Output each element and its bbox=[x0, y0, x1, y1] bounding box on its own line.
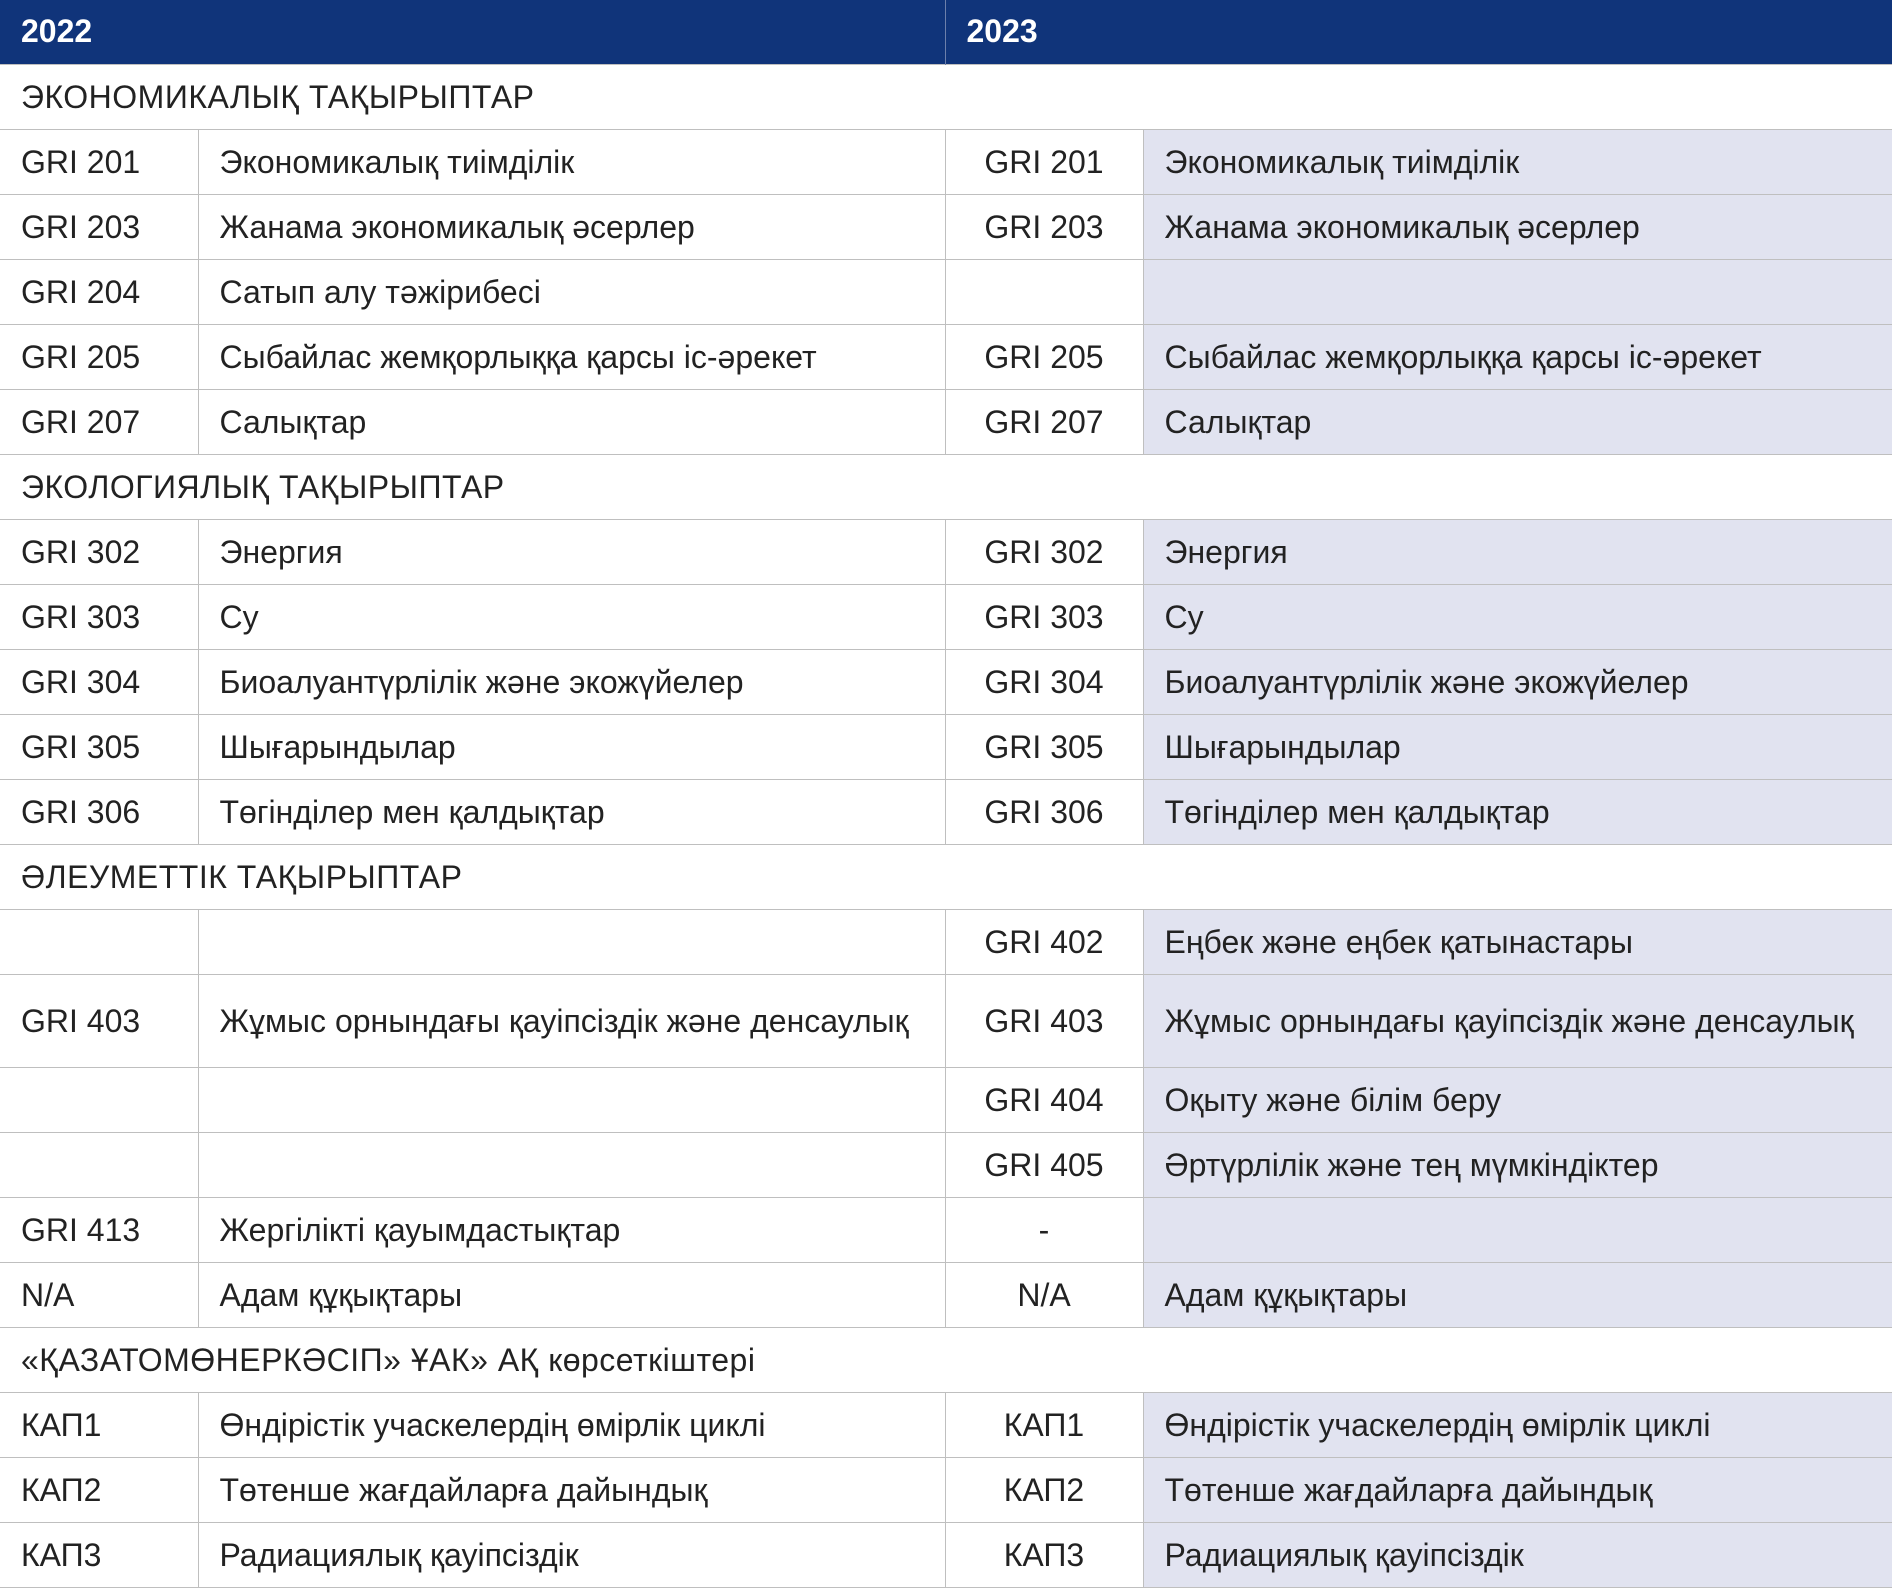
code-2022-cell: GRI 305 bbox=[0, 714, 198, 779]
code-2022-cell bbox=[0, 1132, 198, 1197]
code-2023-cell: GRI 203 bbox=[945, 194, 1143, 259]
topic-2022-cell: Су bbox=[198, 584, 945, 649]
topic-2022-cell: Салықтар bbox=[198, 389, 945, 454]
section-heading: ЭКОЛОГИЯЛЫҚ ТАҚЫРЫПТАР bbox=[0, 454, 1892, 519]
table-row bbox=[0, 1197, 1892, 1262]
table-row bbox=[0, 779, 1892, 844]
table-row bbox=[0, 129, 1892, 194]
topic-2023-cell: Жұмыс орнындағы қауіпсіздік және денсаулық bbox=[1143, 974, 1892, 1067]
topic-2023-cell: Оқыту және білім беру bbox=[1143, 1067, 1892, 1132]
code-2022-cell: N/A bbox=[0, 1262, 198, 1327]
table-row bbox=[0, 584, 1892, 649]
section-row bbox=[0, 844, 1892, 909]
code-2022-cell: КАП1 bbox=[0, 1392, 198, 1457]
topic-2022-cell: Адам құқықтары bbox=[198, 1262, 945, 1327]
code-2023-cell: КАП3 bbox=[945, 1522, 1143, 1587]
table-row bbox=[0, 714, 1892, 779]
header-2023: 2023 bbox=[945, 0, 1892, 64]
topic-2023-cell: Төтенше жағдайларға дайындық bbox=[1143, 1457, 1892, 1522]
topic-2022-cell bbox=[198, 1132, 945, 1197]
topic-2023-cell: Адам құқықтары bbox=[1143, 1262, 1892, 1327]
table-row bbox=[0, 1262, 1892, 1327]
topic-2023-cell: Жанама экономикалық әсерлер bbox=[1143, 194, 1892, 259]
section-heading: ЭКОНОМИКАЛЫҚ ТАҚЫРЫПТАР bbox=[0, 64, 1892, 129]
topic-2023-cell: Экономикалық тиімділік bbox=[1143, 129, 1892, 194]
code-2023-cell: GRI 306 bbox=[945, 779, 1143, 844]
topic-2023-cell: Еңбек және еңбек қатынастары bbox=[1143, 909, 1892, 974]
topic-2022-cell: Биоалуантүрлілік және экожүйелер bbox=[198, 649, 945, 714]
topic-2023-cell bbox=[1143, 259, 1892, 324]
code-2023-cell: GRI 303 bbox=[945, 584, 1143, 649]
code-2023-cell: N/A bbox=[945, 1262, 1143, 1327]
table-row bbox=[0, 649, 1892, 714]
topic-2022-cell bbox=[198, 1067, 945, 1132]
code-2022-cell: GRI 204 bbox=[0, 259, 198, 324]
table-row bbox=[0, 974, 1892, 1067]
table-row bbox=[0, 519, 1892, 584]
section-heading: «ҚАЗАТОМӨНЕРКӘСІП» ҰАК» АҚ көрсеткіштері bbox=[0, 1327, 1892, 1392]
topic-2022-cell bbox=[198, 909, 945, 974]
code-2023-cell: GRI 205 bbox=[945, 324, 1143, 389]
code-2023-cell: - bbox=[945, 1197, 1143, 1262]
topic-2023-cell: Су bbox=[1143, 584, 1892, 649]
topic-2023-cell: Биоалуантүрлілік және экожүйелер bbox=[1143, 649, 1892, 714]
code-2023-cell: КАП1 bbox=[945, 1392, 1143, 1457]
table-row bbox=[0, 1392, 1892, 1457]
topic-2022-cell: Өндірістік учаскелердің өмірлік циклі bbox=[198, 1392, 945, 1457]
code-2022-cell: GRI 304 bbox=[0, 649, 198, 714]
code-2023-cell: GRI 402 bbox=[945, 909, 1143, 974]
topic-2023-cell: Сыбайлас жемқорлыққа қарсы іс-әрекет bbox=[1143, 324, 1892, 389]
topic-2022-cell: Жанама экономикалық әсерлер bbox=[198, 194, 945, 259]
code-2023-cell: GRI 304 bbox=[945, 649, 1143, 714]
topic-2022-cell: Төтенше жағдайларға дайындық bbox=[198, 1457, 945, 1522]
topic-2023-cell bbox=[1143, 1197, 1892, 1262]
table-row bbox=[0, 1067, 1892, 1132]
code-2023-cell bbox=[945, 259, 1143, 324]
topic-2023-cell: Радиациялық қауіпсіздік bbox=[1143, 1522, 1892, 1587]
topic-2022-cell: Төгінділер мен қалдықтар bbox=[198, 779, 945, 844]
code-2023-cell: КАП2 bbox=[945, 1457, 1143, 1522]
code-2022-cell: GRI 203 bbox=[0, 194, 198, 259]
table-row bbox=[0, 259, 1892, 324]
code-2023-cell: GRI 302 bbox=[945, 519, 1143, 584]
table-row bbox=[0, 389, 1892, 454]
topic-2023-cell: Энергия bbox=[1143, 519, 1892, 584]
section-row bbox=[0, 64, 1892, 129]
code-2022-cell bbox=[0, 909, 198, 974]
section-row bbox=[0, 454, 1892, 519]
topic-2023-cell: Төгінділер мен қалдықтар bbox=[1143, 779, 1892, 844]
code-2022-cell: GRI 306 bbox=[0, 779, 198, 844]
code-2022-cell bbox=[0, 1067, 198, 1132]
topic-2022-cell: Радиациялық қауіпсіздік bbox=[198, 1522, 945, 1587]
topic-2022-cell: Жергілікті қауымдастықтар bbox=[198, 1197, 945, 1262]
table-row bbox=[0, 324, 1892, 389]
code-2022-cell: КАП2 bbox=[0, 1457, 198, 1522]
table-row bbox=[0, 1132, 1892, 1197]
code-2023-cell: GRI 305 bbox=[945, 714, 1143, 779]
code-2022-cell: GRI 207 bbox=[0, 389, 198, 454]
header-2022: 2022 bbox=[0, 0, 945, 64]
topic-2022-cell: Шығарындылар bbox=[198, 714, 945, 779]
code-2022-cell: КАП3 bbox=[0, 1522, 198, 1587]
code-2023-cell: GRI 201 bbox=[945, 129, 1143, 194]
code-2023-cell: GRI 403 bbox=[945, 974, 1143, 1067]
code-2022-cell: GRI 303 bbox=[0, 584, 198, 649]
topic-2023-cell: Әртүрлілік және тең мүмкіндіктер bbox=[1143, 1132, 1892, 1197]
topic-2022-cell: Экономикалық тиімділік bbox=[198, 129, 945, 194]
section-row bbox=[0, 1327, 1892, 1392]
code-2023-cell: GRI 207 bbox=[945, 389, 1143, 454]
topic-2023-cell: Өндірістік учаскелердің өмірлік циклі bbox=[1143, 1392, 1892, 1457]
topic-2022-cell: Энергия bbox=[198, 519, 945, 584]
topic-2023-cell: Шығарындылар bbox=[1143, 714, 1892, 779]
table-header-row bbox=[0, 0, 1892, 64]
code-2022-cell: GRI 413 bbox=[0, 1197, 198, 1262]
table-row bbox=[0, 1522, 1892, 1587]
topic-2022-cell: Сыбайлас жемқорлыққа қарсы іс-әрекет bbox=[198, 324, 945, 389]
table-body bbox=[0, 64, 1892, 1587]
section-heading: ӘЛЕУМЕТТІК ТАҚЫРЫПТАР bbox=[0, 844, 1892, 909]
topic-2022-cell: Жұмыс орнындағы қауіпсіздік және денсаулық bbox=[198, 974, 945, 1067]
code-2023-cell: GRI 404 bbox=[945, 1067, 1143, 1132]
code-2022-cell: GRI 403 bbox=[0, 974, 198, 1067]
code-2022-cell: GRI 302 bbox=[0, 519, 198, 584]
code-2023-cell: GRI 405 bbox=[945, 1132, 1143, 1197]
table-row bbox=[0, 194, 1892, 259]
table-row bbox=[0, 909, 1892, 974]
code-2022-cell: GRI 201 bbox=[0, 129, 198, 194]
topic-2022-cell: Сатып алу тәжірибесі bbox=[198, 259, 945, 324]
code-2022-cell: GRI 205 bbox=[0, 324, 198, 389]
table-row bbox=[0, 1457, 1892, 1522]
topic-2023-cell: Салықтар bbox=[1143, 389, 1892, 454]
